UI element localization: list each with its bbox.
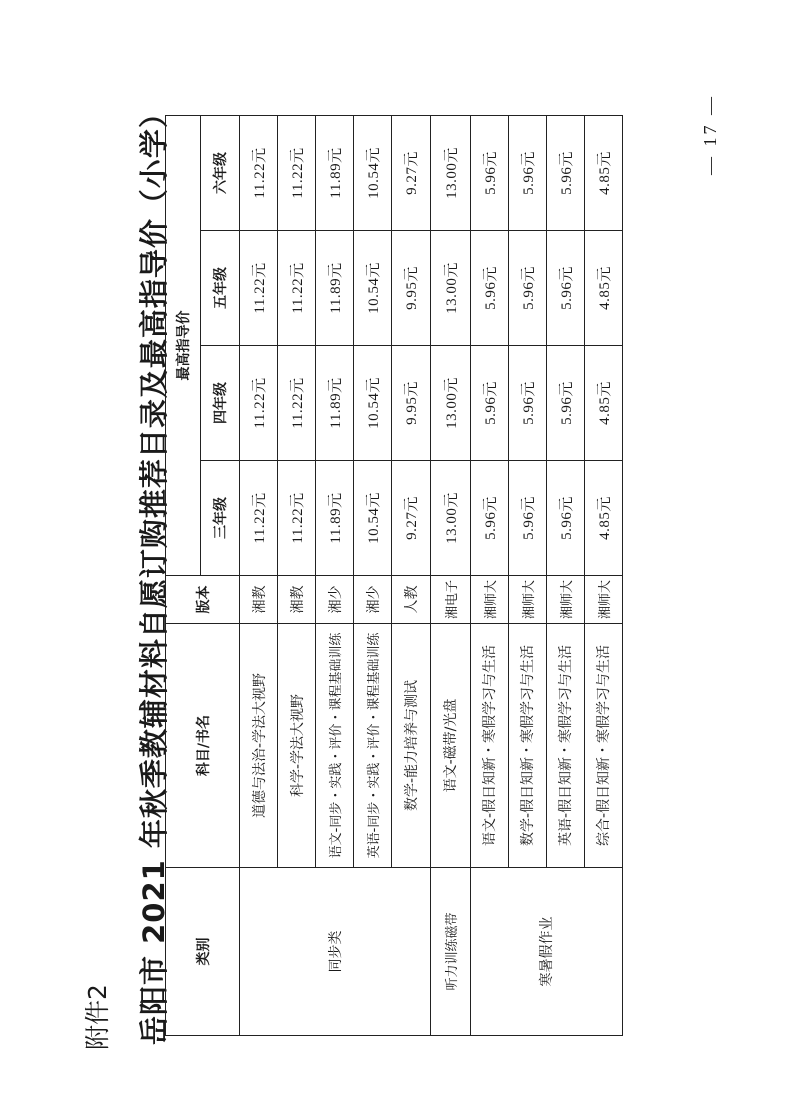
price-cell: 11.22元 xyxy=(278,461,316,576)
price-cell: 11.22元 xyxy=(240,116,278,231)
price-cell: 13.00元 xyxy=(430,461,470,576)
price-cell: 5.96元 xyxy=(470,116,508,231)
price-cell: 9.95元 xyxy=(392,346,430,461)
subject-cell: 英语-同步・实践・评价・课程基础训练 xyxy=(354,624,392,868)
price-cell: 11.89元 xyxy=(316,116,354,231)
price-cell: 10.54元 xyxy=(354,116,392,231)
header-grade6: 六年级 xyxy=(201,116,240,231)
price-cell: 13.00元 xyxy=(430,346,470,461)
subject-cell: 道德与法治-学法大视野 xyxy=(240,624,278,868)
subject-cell: 数学-假日知新・寒假学习与生活 xyxy=(508,624,546,868)
edition-cell: 湘师大 xyxy=(508,576,546,624)
header-subject: 科目/书名 xyxy=(166,624,240,868)
price-cell: 11.89元 xyxy=(316,346,354,461)
subject-cell: 综合-假日知新・寒假学习与生活 xyxy=(584,624,622,868)
price-cell: 5.96元 xyxy=(508,116,546,231)
price-cell: 5.96元 xyxy=(546,116,584,231)
price-cell: 4.85元 xyxy=(584,116,622,231)
price-cell: 13.00元 xyxy=(430,231,470,346)
price-table-container xyxy=(165,116,623,1036)
price-cell: 5.96元 xyxy=(470,461,508,576)
subject-cell: 语文-磁带/光盘 xyxy=(430,624,470,868)
edition-cell: 湘少 xyxy=(354,576,392,624)
edition-cell: 人教 xyxy=(392,576,430,624)
price-cell: 10.54元 xyxy=(354,461,392,576)
price-cell: 5.96元 xyxy=(508,231,546,346)
header-edition: 版本 xyxy=(166,576,240,624)
price-cell: 4.85元 xyxy=(584,461,622,576)
subject-cell: 语文-同步・实践・评价・课程基础训练 xyxy=(316,624,354,868)
header-grade4: 四年级 xyxy=(201,346,240,461)
header-category: 类别 xyxy=(166,868,240,1036)
category-listening: 听力训练磁带 xyxy=(430,868,470,1036)
edition-cell: 湘师大 xyxy=(584,576,622,624)
subject-cell: 科学-学法大视野 xyxy=(278,624,316,868)
price-cell: 5.96元 xyxy=(508,346,546,461)
edition-cell: 湘电子 xyxy=(430,576,470,624)
header-grade3: 三年级 xyxy=(201,461,240,576)
price-cell: 11.22元 xyxy=(240,231,278,346)
edition-cell: 湘师大 xyxy=(546,576,584,624)
category-sync: 同步类 xyxy=(240,868,430,1036)
edition-cell: 湘少 xyxy=(316,576,354,624)
price-cell: 5.96元 xyxy=(508,461,546,576)
price-cell: 11.22元 xyxy=(240,461,278,576)
price-cell: 11.22元 xyxy=(240,346,278,461)
subject-cell: 数学-能力培养与测试 xyxy=(392,624,430,868)
price-cell: 11.22元 xyxy=(278,231,316,346)
edition-cell: 湘师大 xyxy=(470,576,508,624)
price-cell: 11.89元 xyxy=(316,461,354,576)
price-cell: 9.95元 xyxy=(392,231,430,346)
page-number: — 17 — xyxy=(700,94,720,175)
price-cell: 4.85元 xyxy=(584,231,622,346)
price-cell: 5.96元 xyxy=(546,346,584,461)
price-cell: 4.85元 xyxy=(584,346,622,461)
subject-cell: 英语-假日知新・寒假学习与生活 xyxy=(546,624,584,868)
price-cell: 13.00元 xyxy=(430,116,470,231)
price-cell: 10.54元 xyxy=(354,231,392,346)
price-cell: 9.27元 xyxy=(392,116,430,231)
edition-cell: 湘教 xyxy=(240,576,278,624)
price-cell: 5.96元 xyxy=(546,231,584,346)
price-cell: 11.22元 xyxy=(278,346,316,461)
price-cell: 9.27元 xyxy=(392,461,430,576)
price-cell: 5.96元 xyxy=(470,346,508,461)
page-title: 岳阳市 2021 年秋季教辅材料自愿订购推荐目录及最高指导价（小学） xyxy=(137,98,171,1045)
category-holiday: 寒暑假作业 xyxy=(470,868,622,1036)
price-cell: 10.54元 xyxy=(354,346,392,461)
subject-cell: 语文-假日知新・寒假学习与生活 xyxy=(470,624,508,868)
price-cell: 11.89元 xyxy=(316,231,354,346)
price-table xyxy=(165,115,623,1036)
header-max-price: 最高指导价 xyxy=(166,116,201,576)
edition-cell: 湘教 xyxy=(278,576,316,624)
header-grade5: 五年级 xyxy=(201,231,240,346)
attachment-label: 附件2 xyxy=(83,984,112,1050)
price-cell: 5.96元 xyxy=(546,461,584,576)
price-cell: 11.22元 xyxy=(278,116,316,231)
price-cell: 5.96元 xyxy=(470,231,508,346)
